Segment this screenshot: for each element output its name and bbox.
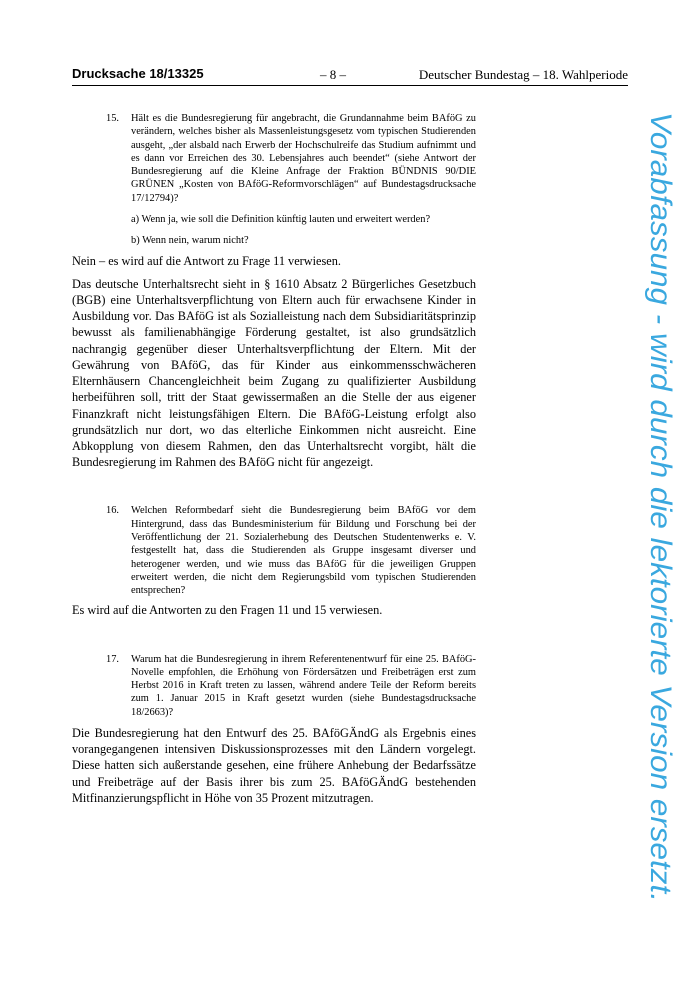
question-number: 16.	[106, 505, 119, 517]
draft-watermark	[638, 112, 686, 907]
question-subitem-a: a) Wenn ja, wie soll die Definition künftig lauten und erweitert werden?	[131, 214, 431, 226]
watermark-text: Vorabfassung - wird durch die lektorierte Version ersetzt.	[644, 112, 677, 866]
question-text: Hält es die Bundesregierung für angebracht, die Grundannahme beim BAföG zu verändern, welches bisher als Massenleistungsgesetz vom typischen Studierenden ausgeht, „der alsbald nach Erwerb der Hochschulreife das Studium aufnimmt und es dann vor Erreichen des 30. Lebensjahres auch beendet“ (siehe Antwort der Bundesregierung auf die Kleine Anfrage der Fraktion BÜNDNIS 90/DIE GRÜNEN „Kosten von BAföG-Reformvorschlägen“ auf Bundestagsdrucksache 17/12794)?	[131, 113, 476, 204]
answer-paragraph: Es wird auf die Antworten zu den Fragen 11 und 15 verwiesen.	[72, 603, 383, 618]
question-text: Welchen Reformbedarf sieht die Bundesregierung beim BAföG vor dem Hintergrund, dass das Bundesministerium für Bildung und Forschung bei der Veröffentlichung der 21. Sozialerhebung des Deutschen Studentenwerks e. V. festgestellt hat, dass die Studierenden als Gruppe insgesamt diverser und heterogener werden, und wie muss das BAföG für die jeweiligen Gruppen erweitert werden, die nicht dem Regierungsbild vom typischen Studierenden entsprechen?	[131, 505, 476, 597]
question-subitem-b: b) Wenn nein, warum nicht?	[131, 235, 249, 247]
question-text: Warum hat die Bundesregierung in ihrem Referentenentwurf für eine 25. BAföG-Novelle empfohlen, die Erhöhung von Fördersätzen und Freibeträgen erst zum Herbst 2016 in Kraft treten zu lassen, während andere Teile der Reform bereits zum 1. Januar 2015 in Kraft gesetzt wurden (siehe Bundestagsdrucksache 18/2663)?	[131, 653, 476, 718]
answer-paragraph: Nein – es wird auf die Antwort zu Frage 11 verwiesen.	[72, 253, 341, 268]
document-body	[72, 112, 476, 806]
answer-paragraph: Das deutsche Unterhaltsrecht sieht in § 1610 Absatz 2 Bürgerliches Gesetzbuch (BGB) eine Unterhaltsverpflichtung von Eltern auch für erwachsene Kinder in Ausbildung vor. Das BAföG ist als Sozialleistung nach dem Subsidiaritätsprinzip bewusst als familienabhängige Förderung gestaltet, ist also grundsätzlich nachrangig gegenüber dieser Unterhaltsverpflichtung der Eltern. Mit der Gewährung von BAföG, das für Kinder aus einkommensschwächeren Elternhäusern Chancengleichheit beim Zugang zu qualifizierter Ausbildung herbeiführen soll, tritt der Staat gewissermaßen an die Stelle der aus eigener Finanzkraft nicht leistungsfähigen Eltern. Die BAföG-Leistung erfolgt also grundsätzlich nur dort, wo das elterliche Einkommen nicht ausreicht. Eine Abkopplung von diesem Rahmen, den das Unterhaltsrecht vorgibt, hält die Bundesregierung im Rahmen des BAföG nicht für angezeigt.	[72, 276, 476, 470]
question-17	[72, 653, 476, 719]
publisher-line: Deutscher Bundestag – 18. Wahlperiode	[418, 67, 628, 82]
document-number: Drucksache 18/13325	[72, 66, 204, 81]
question-15	[72, 112, 476, 248]
question-number: 15.	[106, 113, 119, 124]
question-16	[72, 504, 476, 597]
watermark-svg	[638, 112, 686, 907]
answer-paragraph: Die Bundesregierung hat den Entwurf des 25. BAföGÄndG als Ergebnis eines vorangegangenen intensiven Diskussionsprozesses mit den Ländern vorgelegt. Diese hatten sich außerstande gesehen, eine frühere Anhebung der Bedarfssätze und Freibeträge auf der Basis ihrer bis zum 25. BAföGÄndG bestehenden Mitfinanzierungspflicht in Höhe von 35 Prozent mitzutragen.	[72, 726, 476, 805]
page-header	[72, 66, 628, 84]
header-rule	[72, 85, 628, 86]
page-number: – 8 –	[320, 67, 346, 82]
question-number: 17.	[106, 653, 119, 665]
